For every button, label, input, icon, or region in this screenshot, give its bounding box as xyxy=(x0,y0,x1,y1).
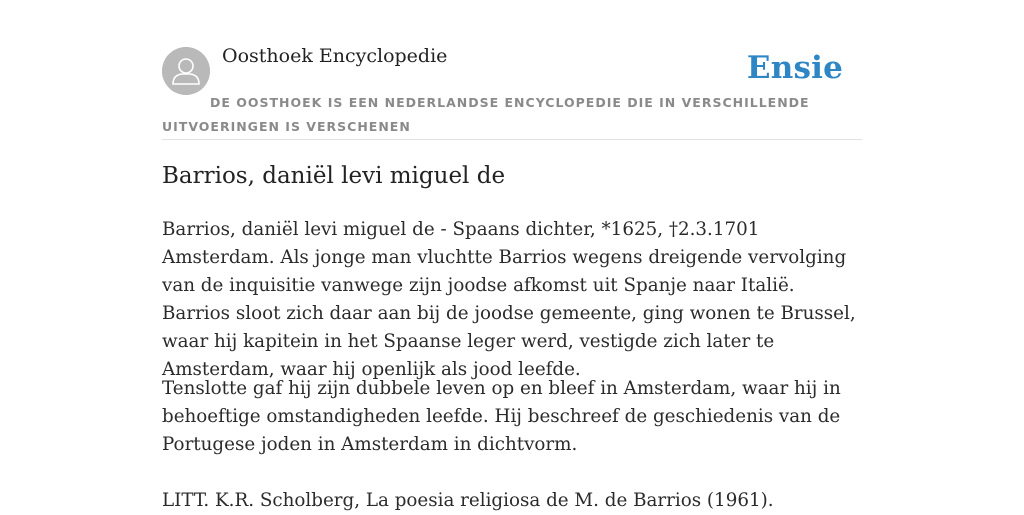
source-description: DE OOSTHOEK IS EEN NEDERLANDSE ENCYCLOPEDIE DIE IN VERSCHILLENDE UITVOERINGEN IS VERSCHENEN xyxy=(162,95,810,134)
literature-reference: LITT. K.R. Scholberg, La poesia religiosa de M. de Barrios (1961). xyxy=(162,490,774,511)
article-paragraph: Barrios, daniël levi miguel de - Spaans dichter, *1625, †2.3.1701 Amsterdam. Als jonge man vluchtte Barrios wegens dreigende vervolging van de inquisitie vanwege zijn joodse afkomst uit Spanje naar Italië. Barrios sloot zich daar aan bij de joodse gemeente, ging wonen te Brussel, waar hij kapitein in het Spaanse leger werd, vestigde zich later te Amsterdam, waar hij openlijk als jood leefde. xyxy=(162,219,856,380)
page-container xyxy=(162,0,862,511)
article-paragraph: Tenslotte gaf hij zijn dubbele leven op en bleef in Amsterdam, waar hij in behoeftige omstandigheden leefde. Hij beschreef de geschiedenis van de Portugese joden in Amsterdam in dichtvorm. xyxy=(162,378,841,455)
brand-logo[interactable]: Ensie xyxy=(746,50,843,86)
user-icon[interactable] xyxy=(162,47,210,95)
source-title[interactable]: Oosthoek Encyclopedie xyxy=(222,45,448,67)
source-header xyxy=(162,0,862,140)
article-title: Barrios, daniël levi miguel de xyxy=(162,163,506,189)
